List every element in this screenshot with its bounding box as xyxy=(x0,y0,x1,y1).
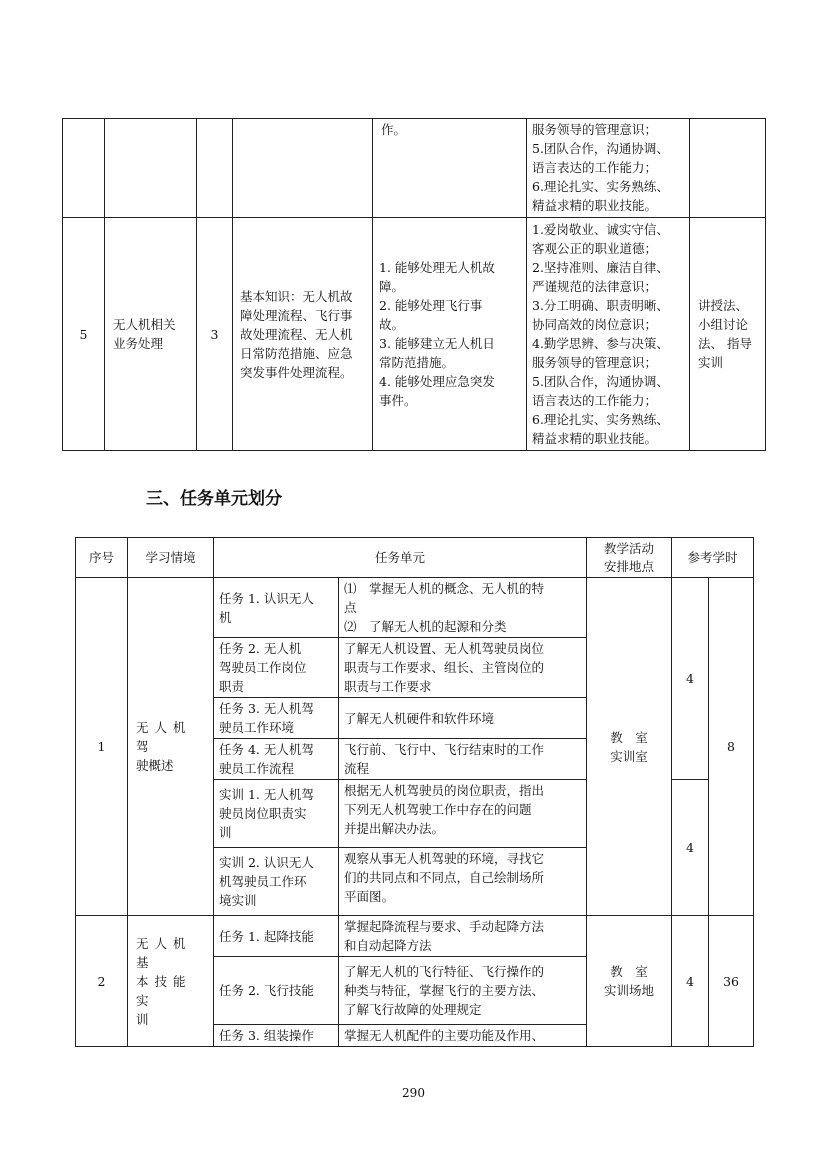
cell-hours-total: 8 xyxy=(709,578,754,916)
cell-knowledge xyxy=(233,218,373,451)
content-line: 根据无人机驾驶员的岗位职责，指出 xyxy=(344,783,545,798)
task-unit-table xyxy=(75,537,754,1047)
content-line: 了解无人机的飞行特征、飞行操作的 xyxy=(344,964,545,979)
header-no: 序号 xyxy=(76,538,128,578)
task-line: 训 xyxy=(219,825,232,840)
cell-method xyxy=(690,119,766,218)
content-line: 职责与工作要求、组长、主管岗位的 xyxy=(344,660,545,675)
situation-line: 训 xyxy=(136,1011,149,1027)
task-line: 实训 2. 认识无人 xyxy=(219,855,314,870)
quality-line: 精益求精的职业技能。 xyxy=(532,198,658,213)
cell-no xyxy=(63,119,105,218)
method-line: 讲授法、 xyxy=(698,298,749,313)
cell-task xyxy=(214,739,339,780)
task-line: 任务 3. 组装操作 xyxy=(219,1028,314,1043)
task-line: 实训 1. 无人机驾 xyxy=(219,787,314,802)
cell-situation xyxy=(128,578,214,916)
quality-line: 1.爱岗敬业、诚实守信、 xyxy=(532,222,669,237)
content-line: ⑴ 掌握无人机的概念、无人机的特 xyxy=(344,581,545,596)
place-line: 实训场地 xyxy=(604,983,655,998)
cell-hours: 3 xyxy=(197,218,233,451)
place-line: 教 室 xyxy=(610,729,648,745)
task-line: 任务 1. 起降技能 xyxy=(219,928,314,944)
header-place xyxy=(587,538,672,578)
cell-task xyxy=(214,638,339,698)
cell-no: 1 xyxy=(76,578,128,916)
header-hours: 参考学时 xyxy=(672,538,754,578)
cell-task xyxy=(214,1025,339,1047)
quality-line: 服务领导的管理意识； xyxy=(532,122,658,137)
cell-place xyxy=(587,578,672,916)
quality-line: 语言表达的工作能力； xyxy=(532,393,658,408)
content-line: 观察从事无人机驾驶的环境，寻找它 xyxy=(344,851,545,866)
content-line: 下列无人机驾驶工作中存在的问题 xyxy=(344,802,532,817)
header-unit: 任务单元 xyxy=(214,538,587,578)
section-heading: 三、任务单元划分 xyxy=(146,489,282,509)
knowledge-line: 日常防范措施、应急 xyxy=(240,345,353,361)
quality-line: 6.理论扎实、实务熟练、 xyxy=(532,179,669,194)
content-line: 职责与工作要求 xyxy=(344,679,432,694)
skill-line: 障。 xyxy=(379,279,405,294)
content-line: 掌握起降流程与要求、手动起降方法 xyxy=(344,919,545,934)
header-place-line: 教学活动 xyxy=(604,540,655,556)
cell-skills xyxy=(373,119,527,218)
cell-situation xyxy=(128,916,214,1047)
task-line: 任务 2. 飞行技能 xyxy=(219,983,314,998)
cell-hours: 4 xyxy=(672,578,709,780)
quality-line: 严谨规范的法律意识； xyxy=(532,279,658,294)
cell-content xyxy=(339,957,587,1025)
header-place-line: 安排地点 xyxy=(604,558,655,574)
content-line: 了解无人机硬件和软件环境 xyxy=(344,710,495,726)
table-row xyxy=(76,578,754,638)
quality-line: 6.理论扎实、实务熟练、 xyxy=(532,412,669,427)
cell-name xyxy=(105,218,197,451)
cell-skills xyxy=(373,218,527,451)
content-line: 了解无人机设置、无人机驾驶员岗位 xyxy=(344,641,545,656)
cell-content xyxy=(339,848,587,916)
content-line: 流程 xyxy=(344,761,370,776)
skill-line: 作。 xyxy=(381,122,407,137)
content-line: 种类与特征，掌握飞行的主要方法、 xyxy=(344,983,545,998)
method-line: 法、 指导 xyxy=(698,336,752,351)
task-line: 驶员岗位职责实 xyxy=(219,806,307,821)
curriculum-table xyxy=(62,118,766,451)
cell-task xyxy=(214,578,339,638)
knowledge-line: 障处理流程、飞行事 xyxy=(240,307,353,323)
knowledge-line: 突发事件处理流程。 xyxy=(240,364,353,380)
name-line: 业务处理 xyxy=(113,336,164,351)
cell-quality xyxy=(527,119,690,218)
task-line: 驶员工作环境 xyxy=(219,720,295,735)
skill-line: 3. 能够建立无人机日 xyxy=(379,336,495,351)
content-line: 飞行前、飞行中、飞行结束时的工作 xyxy=(344,742,545,757)
quality-line: 精益求精的职业技能。 xyxy=(532,431,658,446)
skill-line: 故。 xyxy=(379,317,405,332)
cell-content xyxy=(339,698,587,739)
quality-line: 2.坚持准则、廉洁自律、 xyxy=(532,260,669,275)
situation-line: 驶概述 xyxy=(136,758,174,773)
situation-line: 本技能实 xyxy=(136,973,192,1008)
skill-line: 1. 能够处理无人机故 xyxy=(379,260,495,275)
header-row xyxy=(76,538,754,578)
cell-place xyxy=(587,916,672,1047)
cell-content xyxy=(339,578,587,638)
cell-content xyxy=(339,1025,587,1047)
cell-task xyxy=(214,957,339,1025)
cell-hours: 4 xyxy=(672,780,709,916)
content-line: 了解飞行故障的处理规定 xyxy=(344,1002,482,1017)
content-line: 并提出解决办法。 xyxy=(344,821,445,836)
quality-line: 3.分工明确、职责明晰、 xyxy=(532,298,669,313)
situation-line: 无人机驾 xyxy=(136,720,192,754)
task-line: 驾驶员工作岗位 xyxy=(219,660,307,675)
quality-line: 语言表达的工作能力； xyxy=(532,160,658,175)
cell-hours: 4 xyxy=(672,916,709,1047)
quality-line: 协同高效的岗位意识； xyxy=(532,317,658,332)
method-line: 实训 xyxy=(698,355,724,370)
content-line: 平面图。 xyxy=(344,889,395,904)
knowledge-line: 基本知识：无人机故 xyxy=(240,288,353,304)
task-line: 境实训 xyxy=(219,893,257,908)
table-row xyxy=(63,119,766,218)
page-number: 290 xyxy=(402,1086,425,1100)
name-line: 无人机相关 xyxy=(113,317,176,332)
knowledge-line: 故处理流程、无人机 xyxy=(240,326,353,342)
cell-no: 5 xyxy=(63,218,105,451)
quality-line: 客观公正的职业道德； xyxy=(532,241,658,256)
quality-line: 4.勤学思辨、参与决策、 xyxy=(532,336,669,351)
quality-line: 5.团队合作，沟通协调、 xyxy=(532,141,669,156)
content-line: ⑵ 了解无人机的起源和分类 xyxy=(344,619,507,634)
cell-task xyxy=(214,916,339,957)
situation-line: 无人机基 xyxy=(136,935,192,970)
content-line: 们的共同点和不同点，自己绘制场所 xyxy=(344,870,545,885)
cell-quality xyxy=(527,218,690,451)
method-line: 小组讨论 xyxy=(698,317,749,332)
cell-task xyxy=(214,848,339,916)
cell-hours xyxy=(197,119,233,218)
task-line: 任务 4. 无人机驾 xyxy=(219,742,314,757)
task-line: 任务 3. 无人机驾 xyxy=(219,701,314,716)
cell-content xyxy=(339,638,587,698)
cell-name xyxy=(105,119,197,218)
cell-hours-total: 36 xyxy=(709,916,754,1047)
place-line: 实训室 xyxy=(610,748,648,764)
cell-method xyxy=(690,218,766,451)
place-line: 教 室 xyxy=(610,964,648,979)
task-line: 任务 2. 无人机 xyxy=(219,641,302,656)
task-line: 驶员工作流程 xyxy=(219,761,295,776)
skill-line: 2. 能够处理飞行事 xyxy=(379,298,483,313)
task-line: 职责 xyxy=(219,679,245,694)
content-line: 点 xyxy=(344,600,357,615)
cell-task xyxy=(214,698,339,739)
task-line: 机驾驶员工作环 xyxy=(219,874,307,889)
skill-line: 常防范措施。 xyxy=(379,355,455,370)
quality-line: 服务领导的管理意识； xyxy=(532,355,658,370)
cell-content xyxy=(339,780,587,848)
skill-line: 4. 能够处理应急突发 xyxy=(379,374,495,389)
cell-knowledge xyxy=(233,119,373,218)
header-situation: 学习情境 xyxy=(128,538,214,578)
quality-line: 5.团队合作，沟通协调、 xyxy=(532,374,669,389)
task-line: 机 xyxy=(219,609,232,625)
cell-content xyxy=(339,739,587,780)
table-row xyxy=(63,218,766,451)
cell-task xyxy=(214,780,339,848)
skill-line: 事件。 xyxy=(379,393,417,408)
cell-no: 2 xyxy=(76,916,128,1047)
table-row xyxy=(76,916,754,957)
content-line: 掌握无人机配件的主要功能及作用、 xyxy=(344,1028,545,1043)
content-line: 和自动起降方法 xyxy=(344,938,432,953)
cell-content xyxy=(339,916,587,957)
task-line: 任务 1. 认识无人 xyxy=(219,590,314,606)
